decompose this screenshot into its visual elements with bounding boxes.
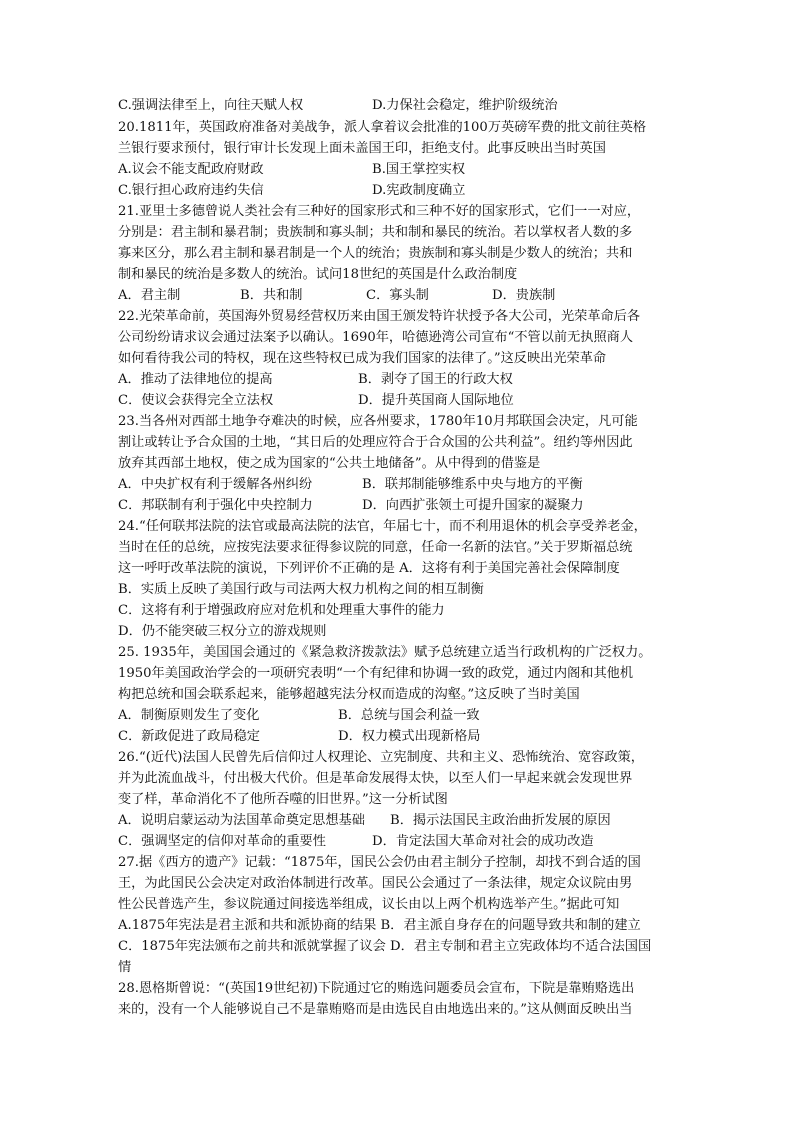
text-line: 割让或转让予合众国的土地，“其日后的处理应符合于合众国的公共利益”。纽约等州因此	[118, 435, 633, 450]
question-24-stem: 24.“任何联邦法院的法官或最高法院的法官，年届七十，而不利用退休的机会享受养老金，	[118, 519, 647, 534]
text-line: 情	[118, 960, 132, 975]
question-22-stem: 22.光荣革命前，英国海外贸易经营权历来由国王颁发特许状授予各大公司，光荣革命后各	[118, 309, 641, 324]
text-line: 兰银行要求预付，银行审计长发现上面未盖国王印，拒绝支付。此事反映出当时英国	[118, 141, 606, 156]
option-a: A．推动了法律地位的提高	[118, 372, 273, 387]
option-d: D．向西扩张领土可提升国家的凝聚力	[362, 498, 584, 513]
question-20-stem: 20.1811年，英国政府准备对美战争，派人拿着议会批准的100万英磅军费的批文前往英格	[118, 120, 647, 135]
option-b: B．总统与国会利益一致	[338, 708, 480, 723]
option-c: C．新政促进了政局稳定	[118, 729, 260, 744]
option-d: D．肯定法国大革命对社会的成功改造	[372, 834, 594, 849]
text-line	[118, 182, 688, 200]
text-line: 构把总统和国会联系起来，能够超越宪法分权而造成的沟壑。”这反映了当时美国	[118, 687, 580, 702]
option-c: C.银行担心政府违约失信	[118, 183, 264, 198]
text-line	[118, 833, 688, 851]
text-line: 当时在任的总统，应按宪法要求征得参议院的同意，任命一名新的法官。”关于罗斯福总统	[118, 540, 633, 555]
text-line: 变了样，革命消化不了他所吞噬的旧世界。”这一分析试图	[118, 792, 448, 807]
option-d: D．贵族制	[492, 288, 556, 303]
question-21-stem: 21.亚里士多德曾说人类社会有三种好的国家形式和三种不好的国家形式，它们一一对应，	[118, 204, 641, 219]
text-line: 1950年美国政治学会的一项研究表明“一个有纪律和协调一致的政党，通过内阁和其他机	[118, 666, 634, 681]
text-line: 并为此流血战斗，付出极大代价。但是革命发展得太快，以至人们一早起来就会发现世界	[118, 771, 633, 786]
text-line	[118, 371, 688, 389]
text-line	[118, 707, 688, 725]
option-a: A．君主制	[118, 288, 181, 303]
option-d: D.力保社会稳定，维护阶级统治	[372, 98, 558, 113]
option-b: B.国王掌控实权	[372, 162, 466, 177]
text-line	[118, 728, 688, 746]
option-a: A．中央扩权有利于缓解各州纠纷	[118, 477, 313, 492]
question-27-stem: 27.据《西方的遗产》记载：“1875年，国民公会仍由君主制分子控制，却找不到合适的国	[118, 855, 641, 870]
option-c: C．邦联制有利于强化中央控制力	[118, 498, 313, 513]
option-a: A．制衡原则发生了变化	[118, 708, 260, 723]
option-a: A．说明启蒙运动为法国革命奠定思想基础	[118, 813, 365, 828]
text-line: 这一呼吁改革法院的演说，下列评价不正确的是 A．这将有利于美国完善社会保障制度	[118, 561, 620, 576]
text-line: 寡来区分，那么君主制和暴君制是一个人的统治；贵族制和寡头制是少数人的统治；共和	[118, 246, 633, 261]
option-b: B．揭示法国民主政治曲折发展的原因	[390, 813, 611, 828]
text-line: 性公民普选产生，参议院通过间接选举组成，议长由以上两个机构选举产生。”据此可知	[118, 897, 620, 912]
text-line: 王，为此国民公会决定对政治体制进行改革。国民公会通过了一条法律，规定众议院由男	[118, 876, 633, 891]
option-d: D．提升英国商人国际地位	[358, 393, 514, 408]
option-c: C．寡头制	[366, 288, 429, 303]
option-line: C．1875年宪法颁布之前共和派就掌握了议会 D．君主专制和君主立宪政体均不适合法国国	[118, 939, 652, 954]
option-d: D．仍不能突破三权分立的游戏规则	[118, 624, 327, 639]
text-line: 制和暴民的统治是多数人的统治。试问18世纪的英国是什么政治制度	[118, 267, 518, 282]
text-line: 如何看待我公司的特权，现在这些特权已成为我们国家的法律了。”这反映出光荣革命	[118, 351, 607, 366]
text-line: 公司纷纷请求议会通过法案予以确认。1690年，哈德逊湾公司宣布“不管以前无执照商人	[118, 330, 634, 345]
text-line	[118, 161, 688, 179]
option-a: A.议会不能支配政府财政	[118, 162, 264, 177]
text-line: 分别是：君主制和暴君制；贵族制和寡头制；共和制和暴民的统治。若以掌权者人数的多	[118, 225, 633, 240]
text-line: 来的，没有一个人能够说自己不是靠贿赂而是由选民自由地选出来的。”这从侧面反映出当	[118, 1002, 633, 1017]
option-b: B．剥夺了国王的行政大权	[358, 372, 513, 387]
option-c: C．使议会获得完全立法权	[118, 393, 274, 408]
option-d: D.宪政制度确立	[372, 183, 466, 198]
question-26-stem: 26.“(近代)法国人民曾先后信仰过人权理论、立宪制度、共和主义、恐怖统治、宽容政策，	[118, 750, 644, 765]
text-line	[118, 392, 688, 410]
text-line	[118, 812, 688, 830]
text-line: 放弃其西部土地权，使之成为国家的“公共土地储备”。从中得到的借鉴是	[118, 456, 541, 471]
question-23-stem: 23.当各州对西部土地争夺难决的时候，应各州要求，1780年10月邦联国会决定，凡可能	[118, 414, 638, 429]
option-b: B．实质上反映了美国行政与司法两大权力机构之间的相互制衡	[118, 582, 484, 597]
text-line	[118, 476, 688, 494]
option-b: B．共和制	[240, 288, 303, 303]
option-c: C．强调坚定的信仰对革命的重要性	[118, 834, 326, 849]
text-line	[118, 287, 688, 305]
question-28-stem: 28.恩格斯曾说：“(英国19世纪初)下院通过它的贿选问题委员会宣布，下院是靠贿赂选出	[118, 981, 635, 996]
text-line: C.强调法律至上，向往天赋人权 D.力保社会稳定，维护阶级统治	[118, 98, 558, 113]
text-line	[118, 497, 688, 515]
option-line: A.1875年宪法是君主派和共和派协商的结果 B．君主派自身存在的问题导致共和制的建立	[118, 918, 641, 933]
option-b: B．联邦制能够维系中央与地方的平衡	[362, 477, 583, 492]
option-d: D．权力模式出现新格局	[338, 729, 481, 744]
question-25-stem: 25. 1935年，美国国会通过的《紧急救济拨款法》赋予总统建立适当行政机构的广泛权力。	[118, 645, 652, 660]
option-c: C．这将有利于增强政府应对危机和处理重大事件的能力	[118, 603, 445, 618]
